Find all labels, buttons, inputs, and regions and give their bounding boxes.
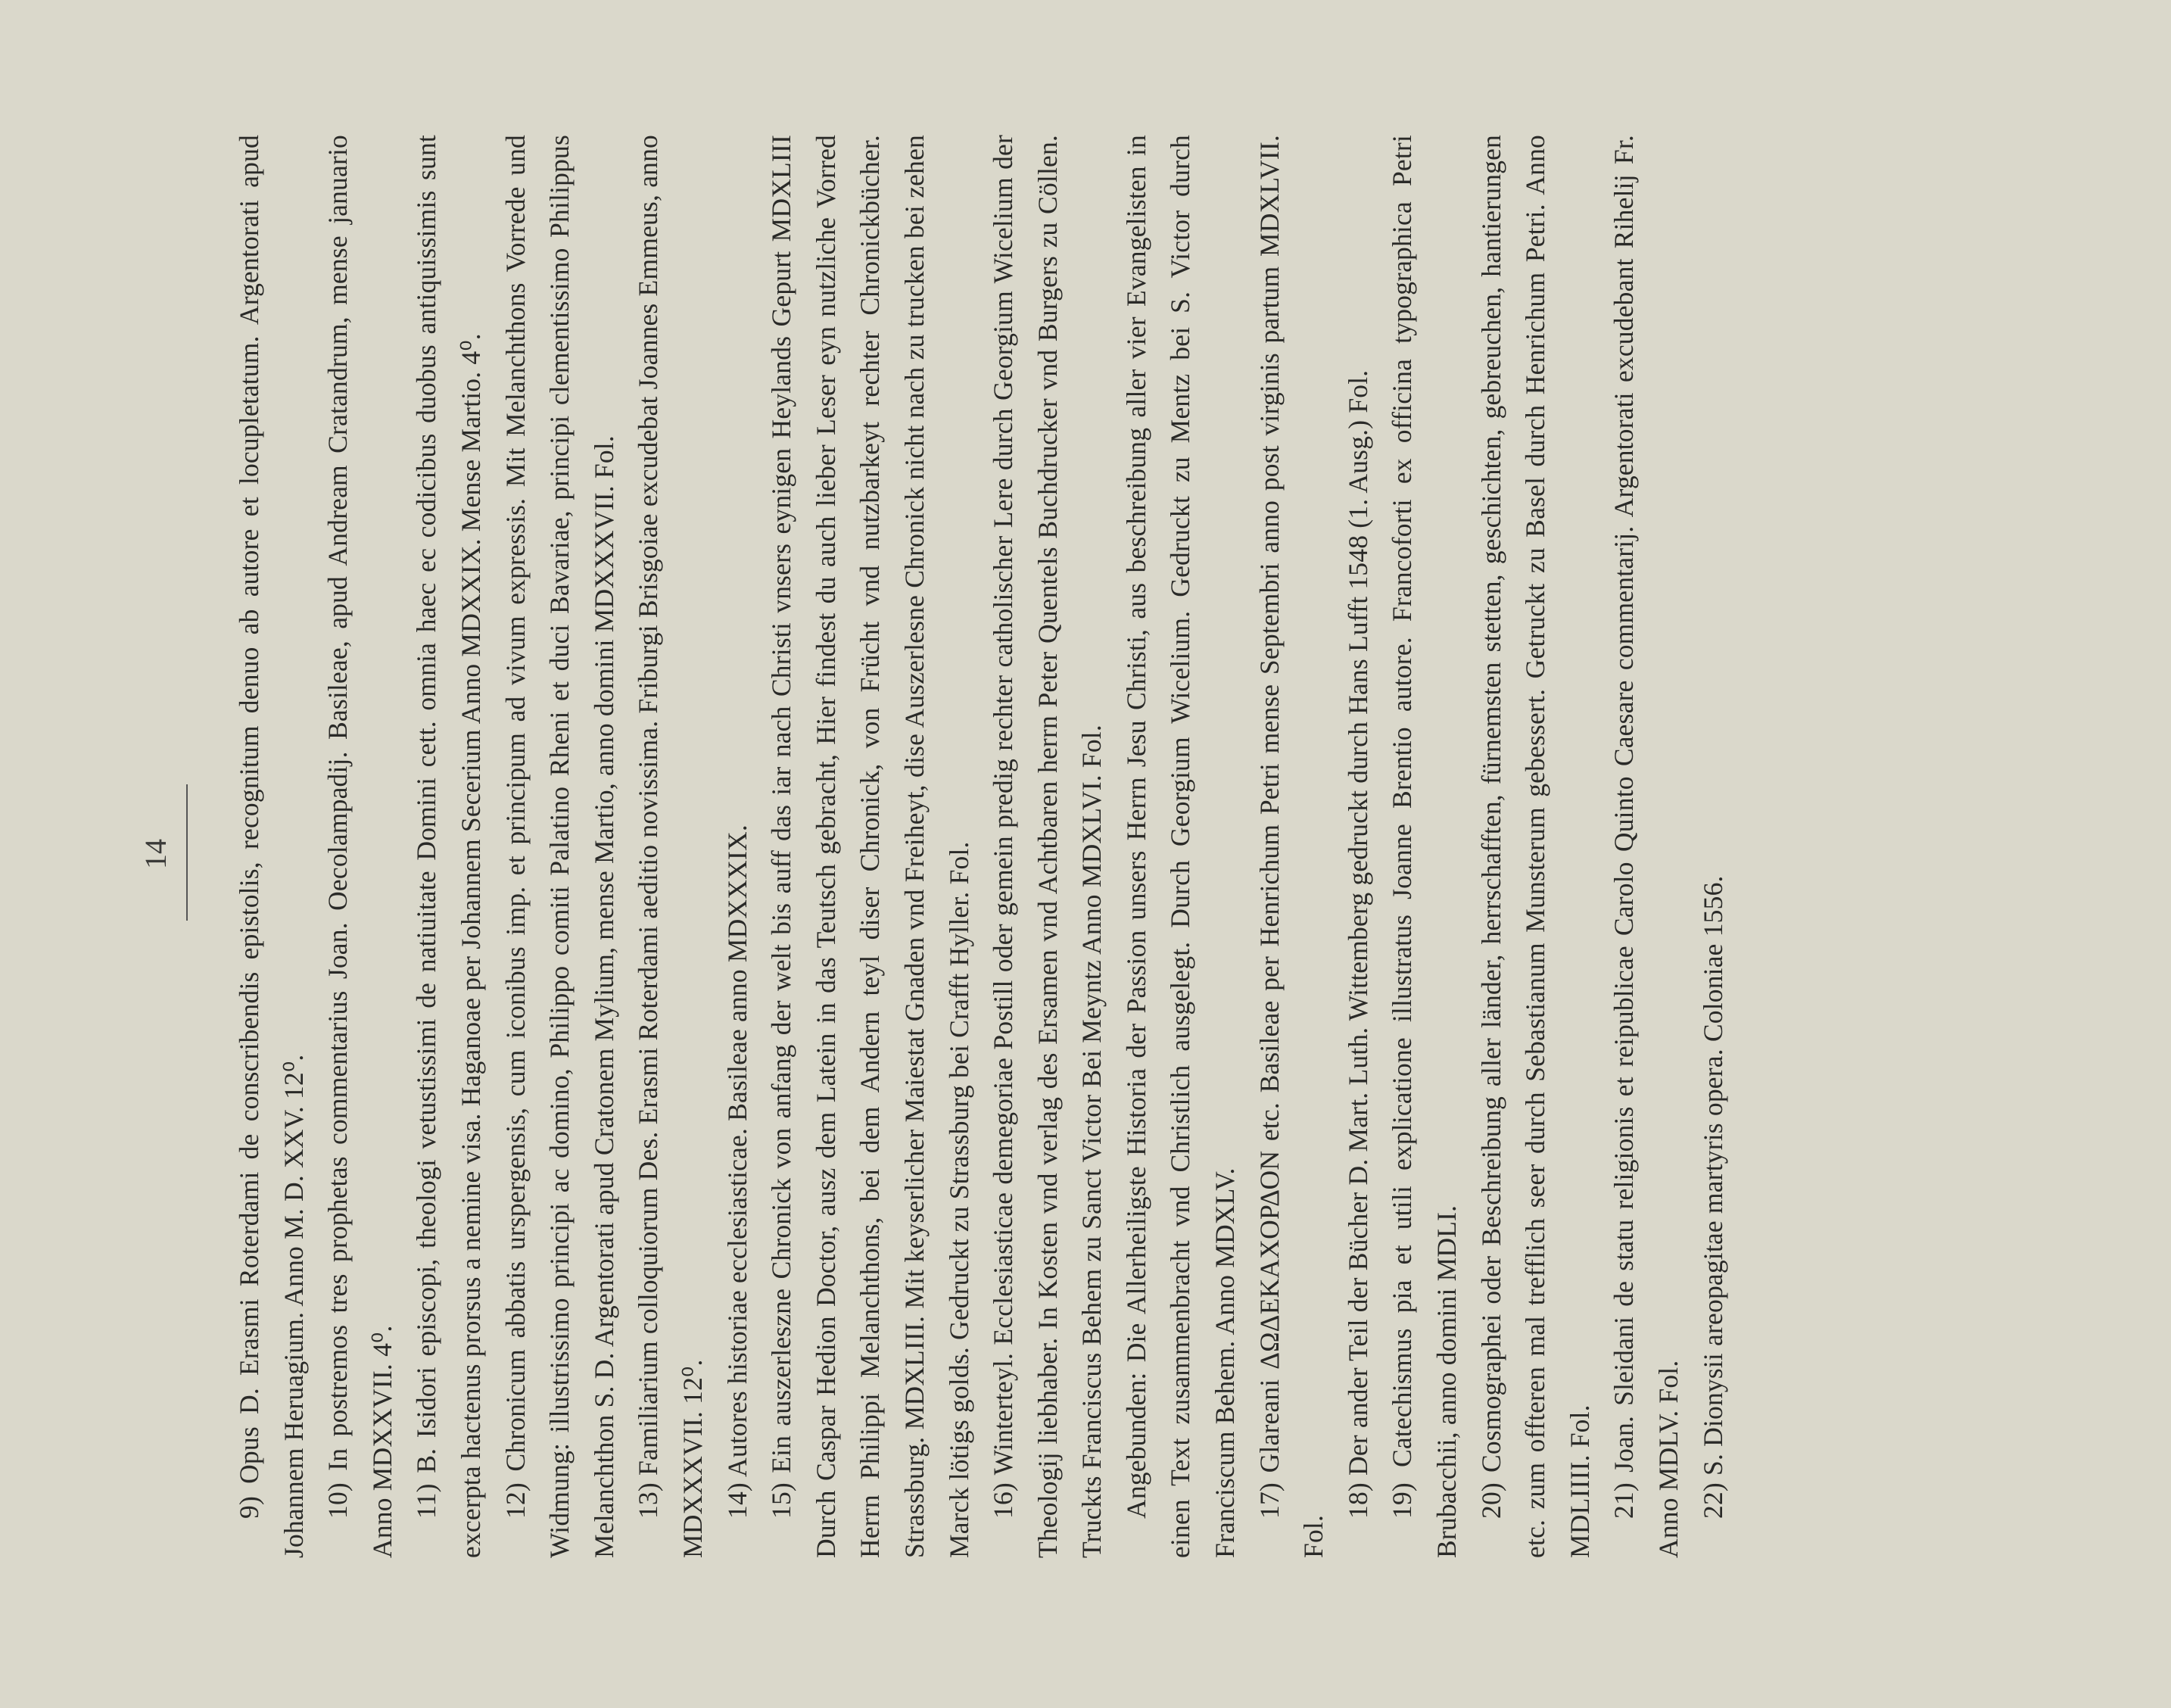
entry-11: 11) B. Isidori episcopi, theologi vetustissimi de natiuitate Domini cett. omnia haec ec codicibus duobus antiquissimis sunt excerpta hactenus prorsus a nemine visa. Haganoae per Johannem Secerium Anno MDXXIX. Mense Martio. 4⁰. <box>411 135 486 1558</box>
entry-14: 14) Autores historiae ecclesiasticae. Basileae anno MDXXXIX. <box>721 824 752 1519</box>
entry-17: 17) Glareani ΔΩΔΕΚΑΧΟΡΔΟΝ etc. Basileae per Henrichum Petri mense Septembri anno post virginis partum MDXLVII. Fol. <box>1254 135 1329 1558</box>
entry-13: 13) Familiarium colloquiorum Des. Erasmi Roterdami aeditio novissima. Friburgi Brisgoiae excudebat Joannes Emmeus, anno MDXXXVII. 12⁰. <box>633 135 708 1558</box>
entry-16-appendix: Angebunden: Die Allerheiligste Historia der Passion unsers Herrn Jesu Christi, aus beschreibung aller vier Evangelisten in einen Text zusammenbracht vnd Christlich ausgelegt. Durch Georgium Wicelium. Gedruckt zu Mentz bei S. Victor durch Franciscum Behem. Anno MDXLV. <box>1120 135 1241 1558</box>
entry-18: 18) Der ander Teil der Bücher D. Mart. Luth. Wittemberg gedruckt durch Hans Lufft 1548 (1. Ausg.) Fol. <box>1342 369 1373 1519</box>
entry-12: 12) Chronicum abbatis urspergensis, cum iconibus imp. et principum ad vivum expressis. Mit Melanchthons Vorrede und Widmung: illustrissimo principi ac domino, Philippo comiti Palatino Rheni et duci Bavariae, principi clementissimo Philippus Melanchthon S. D. Argentorati apud Cratonem Mylium, mense Martio, anno domini MDXXXVII. Fol. <box>500 135 619 1558</box>
entry-10: 10) In postremos tres prophetas commentarius Joan. Oecolampadij. Basileae, apud Andream Cratandrum, mense januario Anno MDXXVII. 4⁰. <box>322 135 397 1558</box>
entry-9: 9) Opus D. Erasmi Roterdami de conscribendis epistolis, recognitum denuo ab autore et locupletatum. Argentorati apud Johannem Heruagium. Anno M. D. XXV. 12⁰. <box>234 135 309 1558</box>
header-rule <box>186 784 188 921</box>
entry-20: 20) Cosmographei oder Beschreibung aller länder, herrschafften, fürnemsten stetten, geschichten, gebreuchen, hantierungen etc. zum offteren mal trefflich seer durch Sebastianum Munsterum gebessert. Getruckt zu Basel durch Henrichum Petri. Anno MDLIIII. Fol. <box>1475 135 1595 1558</box>
entry-16: 16) Winterteyl. Ecclesiasticae demegoriae Postill oder gemein predig rechter catholischer Lere durch Georgium Wicelium der Theologij liebhaber. In Kosten vnd verlag des Ersamen vnd Achtbaren herrn Peter Quentels Buchdrucker vnd Burgers zu Cöllen. Truckts Franciscus Behem zu Sanct Victor Bei Meyntz Anno MDXLVI. Fol. <box>988 135 1107 1558</box>
entry-15: 15) Ein auszerleszne Chronick von anfang der welt bis auff das iar nach Christi vnsers eynigen Heylands Gepurt MDXLIII Durch Caspar Hedion Doctor, ausz dem Latein in das Teutsch gebracht, Hier findest du auch lieber Leser eyn nutzliche Vorred Herrn Philippi Melanchthons, bei dem Andern teyl diser Chronick, von Frücht vnd nutzbarkeyt rechter Chronickbücher. Strassburg. MDXLIII. Mit keyserlicher Maiestat Gnaden vnd Freiheyt, dise Auszerlesne Chronick nicht nach zu trucken bei zehen Marck lötigs golds. Gedruckt zu Strassburg bei Crafft Hyller. Fol. <box>766 135 974 1558</box>
entry-22: 22) S. Dionysii areopagitae martyris opera. Coloniae 1556. <box>1697 875 1728 1519</box>
page-number: 14 <box>139 839 173 869</box>
entry-21: 21) Joan. Sleidani de statu religionis et reipublicae Carolo Quinto Caesare commentarij. Argentorati excudebant Rihelij Fr. Anno MDLV. Fol. <box>1609 135 1684 1558</box>
bibliography-text <box>227 135 1735 1558</box>
entry-19: 19) Catechismus pia et utili explicatione illustratus Joanne Brentio autore. Francoforti ex officina typographica Petri Brubacchii, anno domini MDLI. <box>1387 135 1462 1558</box>
